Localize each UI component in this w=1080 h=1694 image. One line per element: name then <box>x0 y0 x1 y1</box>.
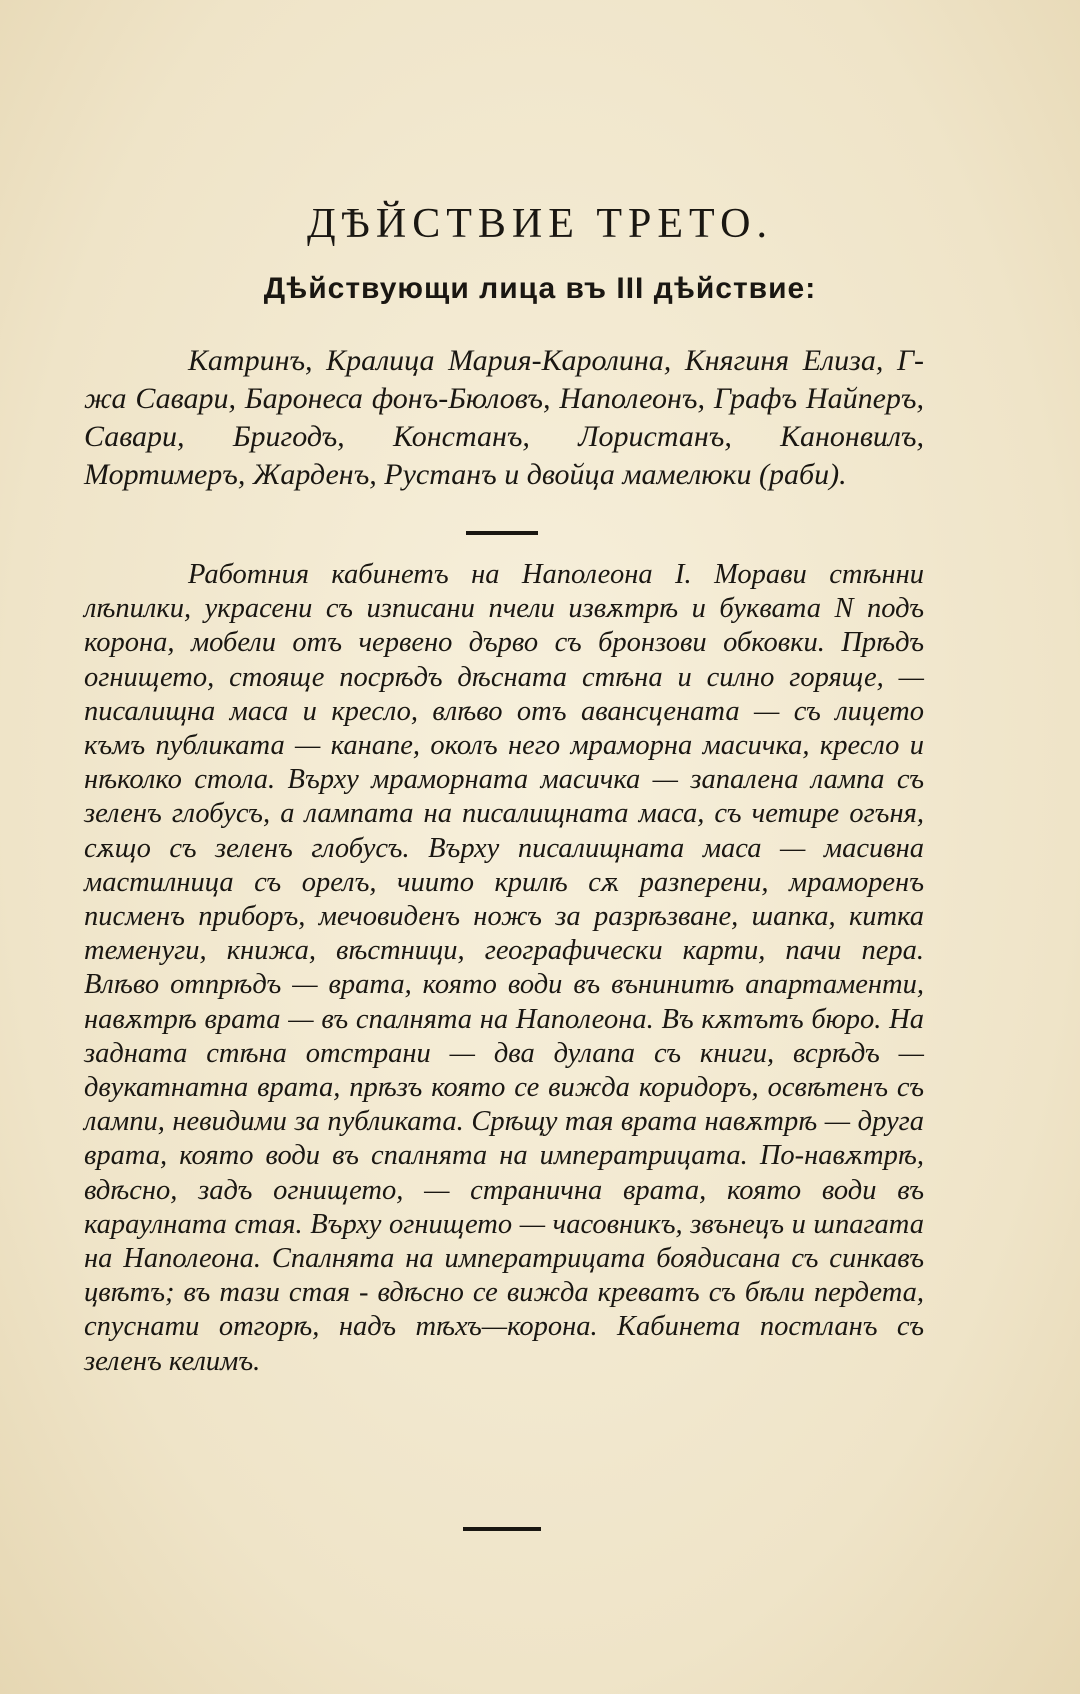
cast-heading: Дѣйствующи лица въ III дѣйствие: <box>263 272 817 305</box>
end-divider <box>463 1527 541 1531</box>
act-title: ДѢЙСТВИЕ ТРЕТО. <box>307 201 773 247</box>
cast-list: Катринъ, Кралица Мария-Каролина, Княгиня Елиза, Г-жа Савари, Баронеса фонъ-Бюловъ, Наполеонъ, Графъ Найперъ, Савари, Бригодъ, Констанъ, Лористанъ, Канонвилъ, Мортимеръ, Жарденъ, Рустанъ и двойца мамелюки (раби). <box>84 344 924 491</box>
section-divider <box>466 531 538 535</box>
stage-directions: Работния кабинетъ на Наполеона I. Морави стѣнни лѣпилки, украсени съ изписани пчели извѫтрѣ и буквата N подъ корона, мобели отъ червено дърво съ бронзови обковки. Прѣдъ огнището, стояще посрѣдъ дѣсната стѣна и силно горяще, — писалищна маса и кресло, влѣво отъ авансцената — съ лицето къмъ публиката — канапе, околъ него мраморна масичка, кресло и нѣколко стола. Върху мраморната масичка — запалена лампа съ зеленъ глобусъ, а лампата на писалищната маса, съ четире огъня, сѫщо съ зеленъ глобусъ. Върху писалищната маса — масивна мастилница съ орелъ, чиито крилѣ сѫ разперени, мраморенъ писменъ приборъ, мечовиденъ ножъ за разрѣзване, шапка, китка теменуги, книжа, вѣстници, географически карти, пачи пера. Влѣво отпрѣдъ — врата, която води въ вънинитѣ апартаменти, навѫтрѣ врата — въ спалнята на Наполеона. Въ кѫтътъ бюро. На задната стѣна отстрани — два дулапа съ книги, всрѣдъ — двукатнатна врата, прѣзъ която се вижда коридоръ, освѣтенъ съ лампи, невидими за публиката. Срѣщу тая врата навѫтрѣ — друга врата, която води въ спалнята на императрицата. По-навѫтрѣ, вдѣсно, задъ огнището, — странична врата, която води въ караулната стая. Върху огнището — часовникъ, звънецъ и шпагата на Наполеона. Спалнята на императрицата боядисана съ синкавъ цвѣтъ; въ тази стая - вдѣсно се вижда креватъ съ бѣли пердета, спуснати отгорѣ, надъ тѣхъ—корона. Кабинета постланъ съ зеленъ келимъ. <box>84 559 924 1377</box>
